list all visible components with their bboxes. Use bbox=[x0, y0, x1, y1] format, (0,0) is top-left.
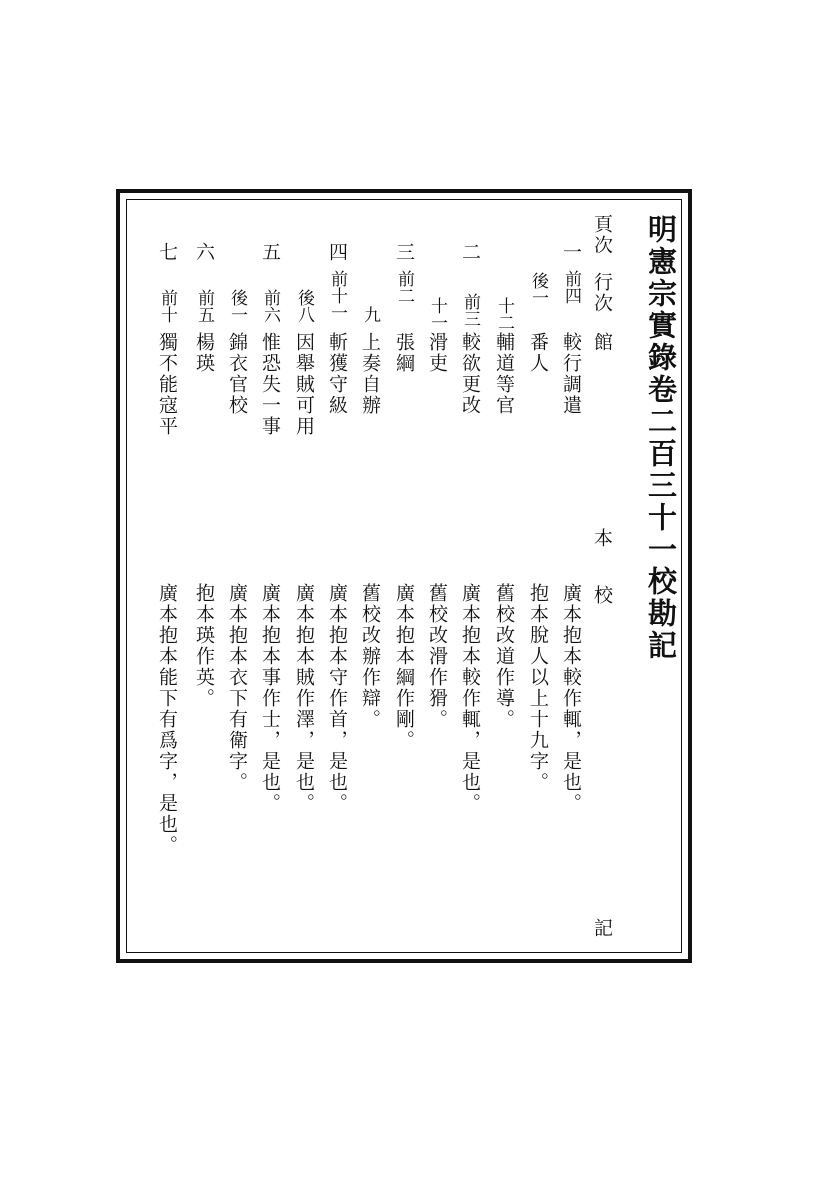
header-page-label: 頁次 bbox=[591, 214, 613, 256]
row-text: 張綱 bbox=[393, 332, 415, 374]
row-text: 惟恐失一事 bbox=[259, 332, 281, 437]
row-page: 五 bbox=[259, 242, 281, 263]
row-line: 後八 bbox=[294, 289, 314, 323]
row-line: 後一 bbox=[227, 289, 247, 323]
row-text: 滑吏 bbox=[426, 332, 448, 374]
row-note: 舊校改滑作猾。 bbox=[426, 583, 448, 730]
row-note: 廣本抱本賊作澤，是也。 bbox=[293, 583, 315, 814]
row-text: 斬獲守級 bbox=[326, 332, 348, 416]
row-note: 舊校改辦作辯。 bbox=[359, 583, 381, 730]
row-note: 廣本抱本較作輒，是也。 bbox=[459, 583, 481, 814]
page-title: 明憲宗實錄卷二百三十一校勘記 bbox=[644, 214, 678, 662]
row-line: 前二 bbox=[394, 270, 414, 304]
row-note: 廣本抱本能下有爲字，是也。 bbox=[156, 583, 178, 856]
row-line: 十一 bbox=[427, 297, 447, 331]
row-note: 廣本抱本較作輒，是也。 bbox=[560, 583, 582, 814]
header-ji-label: 記 bbox=[591, 918, 613, 939]
row-line: 後一 bbox=[528, 272, 548, 306]
row-text: 較行調遣 bbox=[560, 332, 582, 416]
row-page: 一 bbox=[560, 242, 582, 263]
row-note: 抱本脫人以上十九字。 bbox=[527, 583, 549, 793]
header-ben-label: 本 bbox=[591, 528, 613, 549]
row-page: 三 bbox=[393, 242, 415, 263]
row-page: 七 bbox=[156, 242, 178, 263]
row-note: 抱本瑛作英。 bbox=[193, 583, 215, 709]
row-note: 廣本抱本衣下有衛字。 bbox=[226, 583, 248, 793]
row-page: 四 bbox=[326, 242, 348, 263]
row-page: 二 bbox=[459, 242, 481, 263]
row-line: 九 bbox=[360, 306, 380, 323]
row-note: 廣本抱本守作首，是也。 bbox=[326, 583, 348, 814]
row-line: 前六 bbox=[260, 289, 280, 323]
header-line-label: 行次 bbox=[591, 272, 613, 314]
row-note: 廣本抱本事作士，是也。 bbox=[259, 583, 281, 814]
row-note: 廣本抱本綱作剛。 bbox=[393, 583, 415, 751]
row-line: 前三 bbox=[460, 293, 480, 327]
row-text: 輔道等官 bbox=[493, 332, 515, 416]
row-line: 前四 bbox=[561, 270, 581, 304]
row-line: 十二 bbox=[494, 297, 514, 331]
row-line: 前十 bbox=[157, 289, 177, 323]
row-text: 因舉賊可用 bbox=[293, 332, 315, 437]
row-text: 獨不能寇平 bbox=[156, 332, 178, 437]
row-text: 上奏自辦 bbox=[359, 332, 381, 416]
header-jiao-label: 校 bbox=[591, 585, 613, 606]
row-page: 六 bbox=[193, 242, 215, 263]
row-text: 錦衣官校 bbox=[226, 332, 248, 416]
row-text: 楊瑛 bbox=[193, 332, 215, 374]
header-guan-label: 館 bbox=[591, 332, 613, 353]
row-text: 番人 bbox=[527, 332, 549, 374]
row-line: 前五 bbox=[194, 289, 214, 323]
row-note: 舊校改道作導。 bbox=[493, 583, 515, 730]
row-line: 前十一 bbox=[327, 270, 347, 321]
row-text: 較欲更改 bbox=[459, 332, 481, 416]
